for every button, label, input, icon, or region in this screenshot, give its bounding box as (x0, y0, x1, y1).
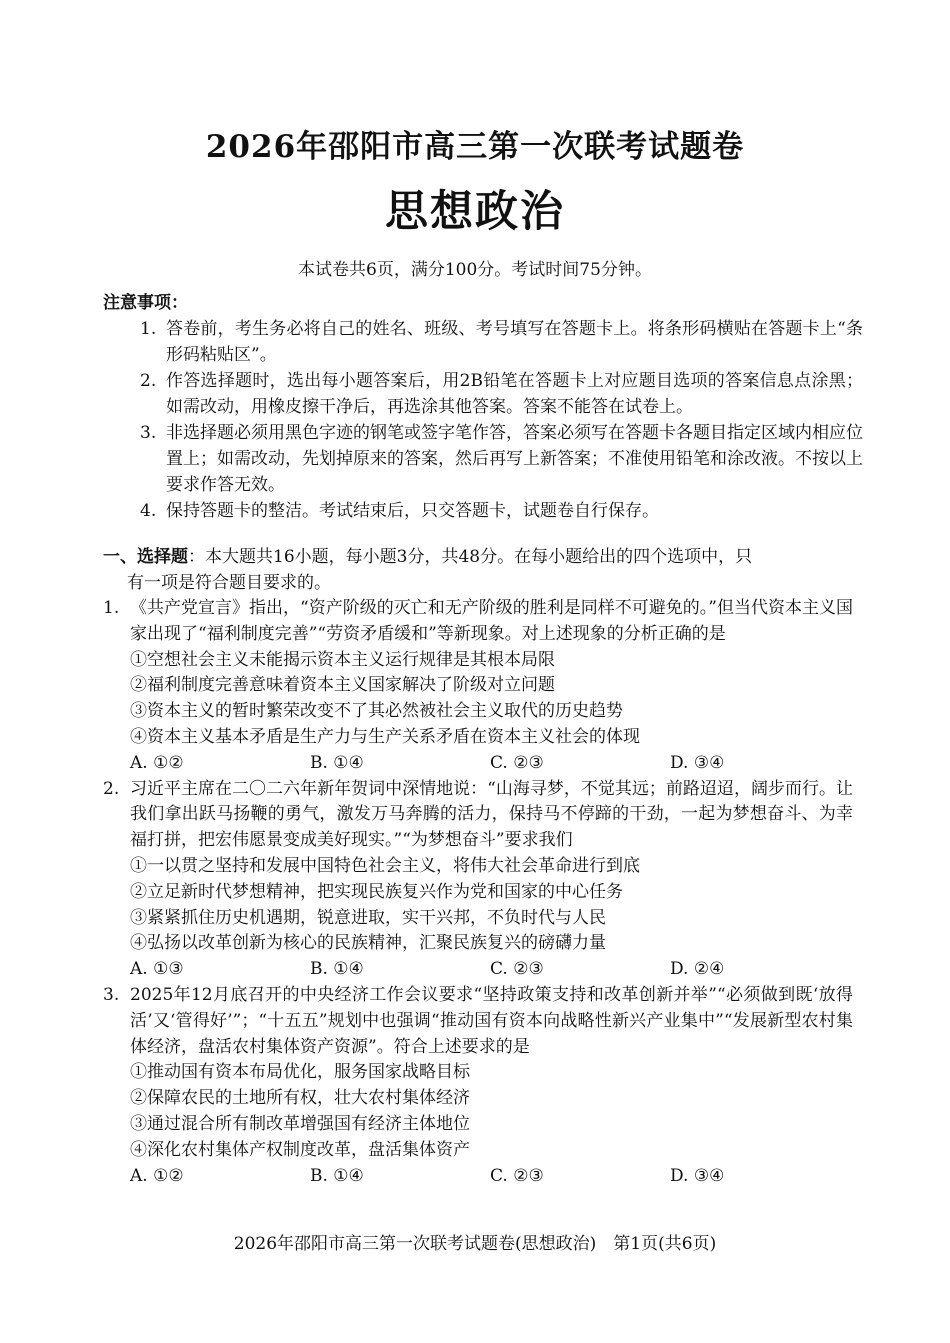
notice-item-number: 4. (140, 501, 157, 521)
subject-title: 思想政治 (385, 187, 565, 237)
statement-option: ①推动国有资本布局优化，服务国家战略目标 (130, 1062, 470, 1083)
question-stem: 2025年12月底召开的中央经济工作会议要求“坚持政策支持和改革创新并举”“必须做到既‘放得活’又‘管得好’”；“十五五”规划中也强调“推动国有资本向战略性新兴产业集中”“发展新型农村集体经济，盘活农村集体资产资源”。符合上述要求的是 (130, 984, 853, 1057)
answer-choices (130, 1164, 853, 1190)
notice-item-text: 非选择题必须用黑色字迹的钢笔或签字笔作答，答案必须写在答题卡各题目指定区域内相应位置上；如需改动，先划掉原来的答案，然后再写上新答案；不准使用铅笔和涂改液。不按以上要求作答无效。 (166, 423, 863, 495)
statement-option: ④弘扬以改革创新为核心的民族精神，汇聚民族复兴的磅礴力量 (130, 933, 606, 954)
answer-choice: A. ①② (130, 752, 184, 773)
statement-option: ③资本主义的暂时繁荣改变不了其必然被社会主义取代的历史趋势 (130, 701, 623, 722)
notice-item-number: 1. (140, 319, 157, 339)
notice-item-text: 答卷前，考生务必将自己的姓名、班级、考号填写在答题卡上。将条形码横贴在答题卡上“条形码粘贴区”。 (166, 319, 863, 365)
statement-option: ②保障农民的土地所有权，壮大农村集体经济 (130, 1088, 470, 1109)
answer-choice: A. ①③ (130, 959, 184, 980)
exam-title: 2026年邵阳市高三第一次联考试题卷 (205, 129, 745, 165)
answer-choice: B. ①④ (310, 752, 364, 773)
notice-item (103, 420, 863, 498)
statement-option: ②立足新时代梦想精神，把实现民族复兴作为党和国家的中心任务 (130, 881, 623, 902)
answer-choice: B. ①④ (310, 959, 364, 980)
question (103, 777, 853, 983)
statement-option: ④资本主义基本矛盾是生产力与生产关系矛盾在资本主义社会的体现 (130, 726, 640, 747)
question-stem: 习近平主席在二〇二六年新年贺词中深情地说：“山海寻梦，不觉其远；前路迢迢，阔步而行。让我们拿出跃马扬鞭的勇气，激发万马奔腾的活力，保持马不停蹄的干劲，一起为梦想奋斗、为幸福打拼，把宏伟愿景变成美好现实。”“为梦想奋斗”要求我们 (130, 778, 853, 851)
question-number: 2. (103, 778, 120, 799)
notice-item-text: 保持答题卡的整洁。考试结束后，只交答题卡，试题卷自行保存。 (166, 501, 659, 521)
answer-choice: C. ②③ (490, 1165, 544, 1186)
answer-choices (130, 751, 853, 777)
answer-choice: D. ②④ (670, 959, 725, 980)
notice-heading: 注意事项： (103, 293, 188, 313)
statement-option: ①空想社会主义未能揭示资本主义运行规律是其根本局限 (130, 649, 555, 670)
notice-item-number: 2. (140, 371, 157, 391)
answer-choice: A. ①② (130, 1165, 184, 1186)
notice-item (103, 368, 863, 420)
notice-item (103, 498, 863, 524)
statement-option: ④深化农村集体产权制度改革，盘活集体资产 (130, 1139, 470, 1160)
answer-choice: C. ②③ (490, 959, 544, 980)
page-footer: 2026年邵阳市高三第一次联考试题卷(思想政治) 第1页(共6页) (233, 1234, 717, 1254)
question (103, 596, 853, 777)
section-description-cont: 有一项是符合题目要求的。 (127, 573, 331, 593)
answer-choice: D. ③④ (670, 1165, 725, 1186)
statement-option: ③紧紧抓住历史机遇期，锐意进取，实干兴邦，不负时代与人民 (130, 907, 606, 928)
question-number: 3. (103, 984, 120, 1005)
notice-item-text: 作答选择题时，选出每小题答案后，用2B铅笔在答题卡上对应题目选项的答案信息点涂黑；如需改动，用橡皮擦干净后，再选涂其他答案。答案不能答在试卷上。 (166, 371, 863, 417)
question (103, 983, 853, 1189)
section-title: 一、选择题 (103, 547, 188, 567)
answer-choice: C. ②③ (490, 752, 544, 773)
statement-option: ①一以贯之坚持和发展中国特色社会主义，将伟大社会革命进行到底 (130, 855, 640, 876)
notice-block (103, 290, 863, 524)
answer-choices (130, 957, 853, 983)
notice-item (103, 316, 863, 368)
notice-item-number: 3. (140, 423, 157, 443)
answer-choice: D. ③④ (670, 752, 725, 773)
section-heading (103, 544, 853, 596)
question-stem: 《共产党宣言》指出，“资产阶级的灭亡和无产阶级的胜利是同样不可避免的。”但当代资本主义国家出现了“福利制度完善”“劳资矛盾缓和”等新现象。对上述现象的分析正确的是 (130, 598, 853, 644)
statement-option: ③通过混合所有制改革增强国有经济主体地位 (130, 1113, 470, 1134)
question-number: 1. (103, 598, 120, 618)
answer-choice: B. ①④ (310, 1165, 364, 1186)
question-list (103, 596, 853, 1189)
exam-info: 本试卷共6页，满分100分。考试时间75分钟。 (298, 260, 652, 280)
statement-option: ②福利制度完善意味着资本主义国家解决了阶级对立问题 (130, 675, 555, 696)
section-description: ：本大题共16小题，每小题3分，共48分。在每小题给出的四个选项中，只 (188, 547, 753, 567)
